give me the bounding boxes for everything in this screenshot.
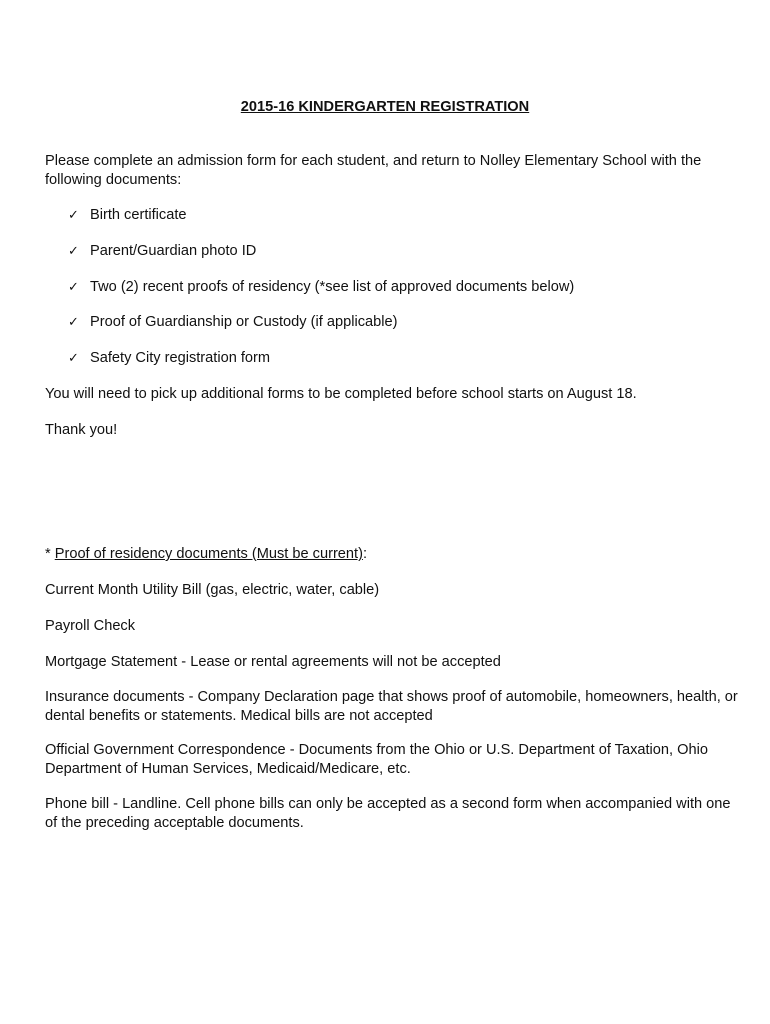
residency-document-item: Official Government Correspondence - Documents from the Ohio or U.S. Department of Taxation, Ohio Department of Human Services, Medicaid/Medicare, etc. <box>45 742 708 777</box>
checklist-item-label: Safety City registration form <box>90 350 271 366</box>
checkmark-icon: ✓ <box>68 280 79 295</box>
checklist-item <box>68 349 728 368</box>
checkmark-icon: ✓ <box>68 351 79 366</box>
residency-document-item: Payroll Check <box>45 618 136 634</box>
checklist-item <box>68 206 728 225</box>
checklist-item-label: Two (2) recent proofs of residency (*see list of approved documents below) <box>90 279 575 295</box>
residency-document-item: Insurance documents - Company Declaration page that shows proof of automobile, homeowners, health, or dental benefits or statements. Medical bills are not accepted <box>45 689 738 724</box>
residency-document-item: Phone bill - Landline. Cell phone bills can only be accepted as a second form when accompanied with one of the preceding acceptable documents. <box>45 796 731 831</box>
checkmark-icon: ✓ <box>68 244 79 259</box>
checklist-item <box>68 313 728 332</box>
checklist-item-label: Birth certificate <box>90 207 187 223</box>
checklist-item <box>68 242 728 261</box>
intro-paragraph: Please complete an admission form for each student, and return to Nolley Elementary School with the following documents: <box>45 153 702 188</box>
additional-forms-note: You will need to pick up additional forms to be completed before school starts on August 18. <box>45 386 637 402</box>
checkmark-icon: ✓ <box>68 315 79 330</box>
residency-heading-suffix: : <box>362 546 368 562</box>
checklist-item-label: Parent/Guardian photo ID <box>90 243 257 259</box>
residency-document-item: Mortgage Statement - Lease or rental agreements will not be accepted <box>45 654 501 670</box>
page-title: 2015-16 KINDERGARTEN REGISTRATION <box>240 99 530 115</box>
checklist-item-label: Proof of Guardianship or Custody (if applicable) <box>90 314 398 330</box>
residency-heading <box>45 545 745 564</box>
checkmark-icon: ✓ <box>68 208 79 223</box>
residency-heading-label: Proof of residency documents (Must be current) <box>54 546 363 562</box>
checklist-item <box>68 278 728 297</box>
residency-heading-prefix: * <box>45 546 55 562</box>
residency-document-item: Current Month Utility Bill (gas, electric, water, cable) <box>45 582 380 598</box>
thank-you-text: Thank you! <box>45 422 118 438</box>
